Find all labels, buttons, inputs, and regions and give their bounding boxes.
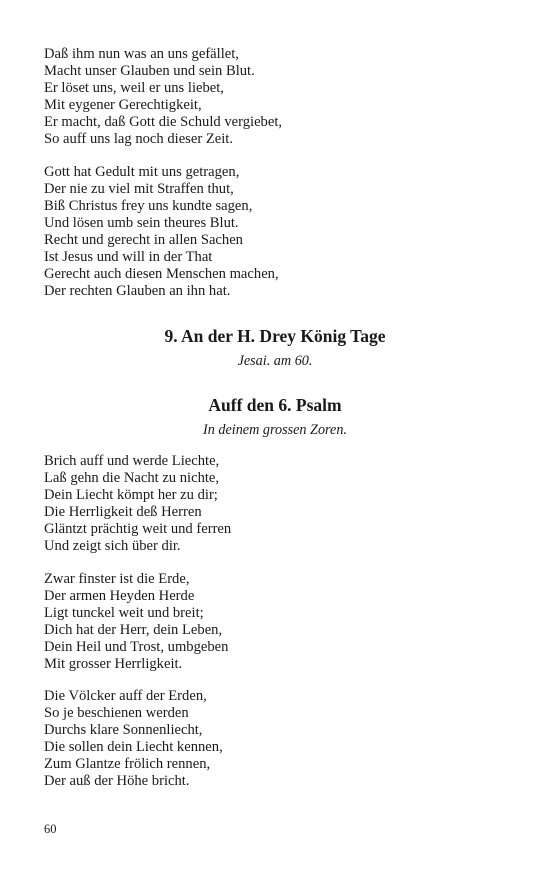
verse-line: Zwar finster ist die Erde, xyxy=(44,571,190,587)
stanza-1 xyxy=(44,46,504,148)
verse-line: Der rechten Glauben an ihn hat. xyxy=(44,283,231,299)
stanza-3 xyxy=(44,453,504,555)
verse-line: Biß Christus frey uns kundte sagen, xyxy=(44,198,253,214)
verse-line: So auff uns lag noch dieser Zeit. xyxy=(44,131,233,147)
verse-line: Recht und gerecht in allen Sachen xyxy=(44,232,243,248)
song-title: 9. An der H. Drey König Tage xyxy=(164,326,386,346)
stanza-2 xyxy=(44,164,504,300)
verse-line: Ligt tunckel weit und breit; xyxy=(44,605,204,621)
verse-line: Zum Glantze frölich rennen, xyxy=(44,756,211,772)
melody-note: In deinem grossen Zoren. xyxy=(203,422,347,438)
verse-line: Brich auff und werde Liechte, xyxy=(44,453,220,469)
verse-line: Die Völcker auff der Erden, xyxy=(44,688,207,704)
psalm-title: Auff den 6. Psalm xyxy=(208,395,342,415)
verse-line: Er löset uns, weil er uns liebet, xyxy=(44,80,224,96)
stanza-4 xyxy=(44,571,504,673)
verse-line: Dich hat der Herr, dein Leben, xyxy=(44,622,223,638)
verse-line: Der nie zu viel mit Straffen thut, xyxy=(44,181,234,197)
verse-line: Mit eygener Gerechtigkeit, xyxy=(44,97,202,113)
page-number: 60 xyxy=(44,822,57,836)
verse-line: Und zeigt sich über dir. xyxy=(44,538,181,554)
verse-line: Dein Heil und Trost, umbgeben xyxy=(44,639,229,655)
verse-line: Daß ihm nun was an uns gefället, xyxy=(44,46,239,62)
verse-line: Dein Liecht kömpt her zu dir; xyxy=(44,487,218,503)
verse-line: Der auß der Höhe bricht. xyxy=(44,773,190,789)
verse-line: Laß gehn die Nacht zu nichte, xyxy=(44,470,220,486)
song-reference: Jesai. am 60. xyxy=(237,353,313,369)
verse-line: Gott hat Gedult mit uns getragen, xyxy=(44,164,240,180)
stanza-5 xyxy=(44,688,504,790)
verse-line: Macht unser Glauben und sein Blut. xyxy=(44,63,255,79)
verse-line: Der armen Heyden Herde xyxy=(44,588,195,604)
verse-line: Die Herrligkeit deß Herren xyxy=(44,504,202,520)
verse-line: Die sollen dein Liecht kennen, xyxy=(44,739,223,755)
verse-line: So je beschienen werden xyxy=(44,705,189,721)
verse-line: Und lösen umb sein theures Blut. xyxy=(44,215,239,231)
verse-line: Gläntzt prächtig weit und ferren xyxy=(44,521,232,537)
verse-line: Gerecht auch diesen Menschen machen, xyxy=(44,266,279,282)
verse-line: Er macht, daß Gott die Schuld vergiebet, xyxy=(44,114,283,130)
verse-line: Ist Jesus und will in der That xyxy=(44,249,213,265)
verse-line: Mit grosser Herrligkeit. xyxy=(44,656,183,672)
verse-line: Durchs klare Sonnenliecht, xyxy=(44,722,203,738)
